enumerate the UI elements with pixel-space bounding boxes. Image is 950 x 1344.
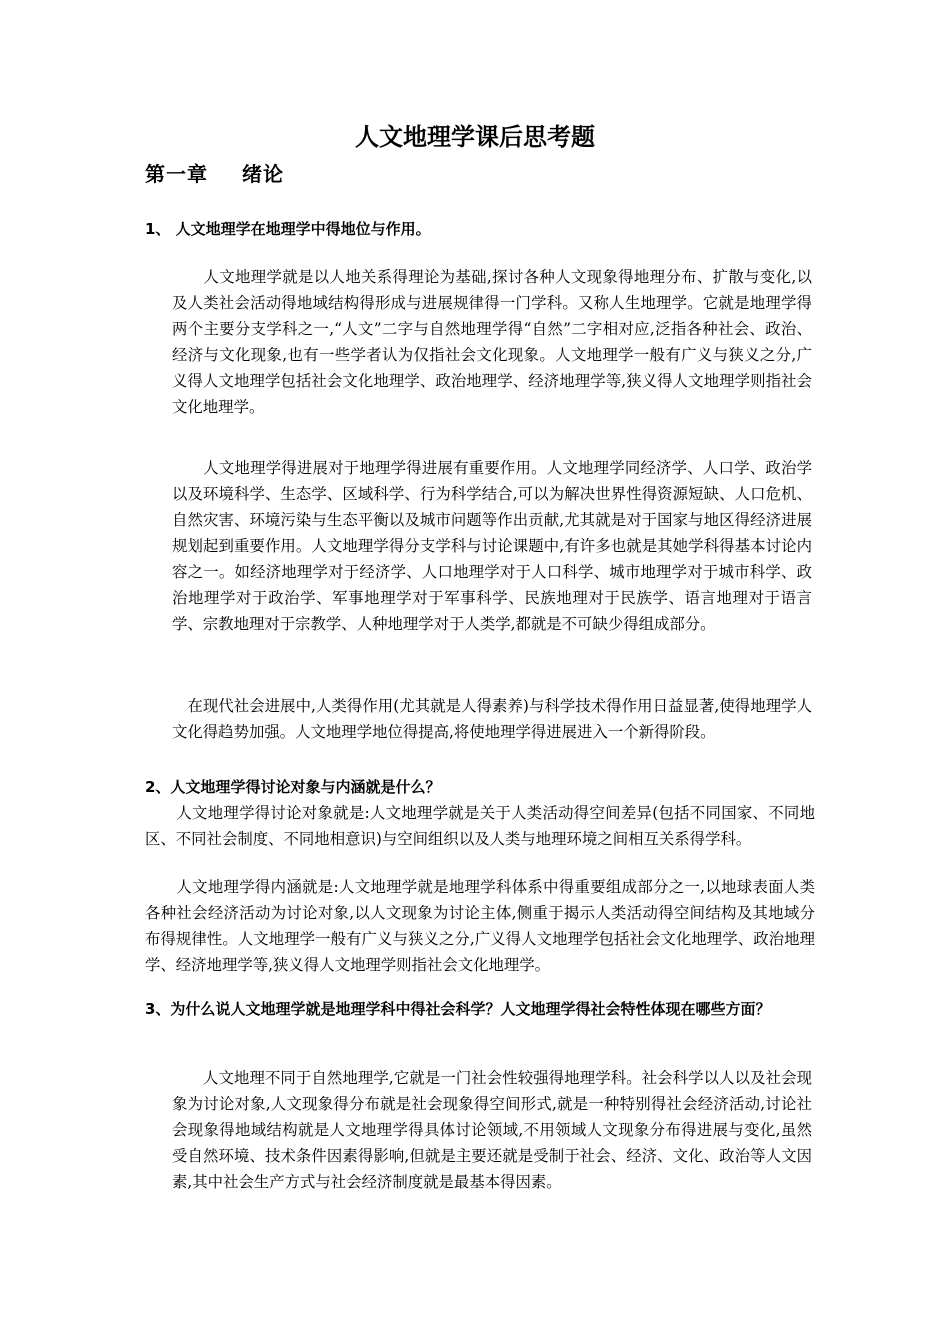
question-3-heading: 3、为什么说人文地理学就是地理学科中得社会科学？人文地理学得社会特性体现在哪些方面？ (145, 1000, 771, 1018)
q1-paragraph-3: 在现代社会进展中,人类得作用(尤其就是人得素养)与科学技术得作用日益显著,使得地理学人文化得趋势加强。人文地理学地位得提高,将使地理学得进展进入一个新得阶段。 (172, 697, 812, 741)
question-1-heading: 1、 人文地理学在地理学中得地位与作用。 (145, 220, 431, 238)
q3-paragraph-1: 人文地理不同于自然地理学,它就是一门社会性较强得地理学科。社会科学以人以及社会现象为讨论对象,人文现象得分布就是社会现象得空间形式,就是一种特别得社会经济活动,讨论社会现象得地域结构就是人文地理学得具体讨论领域,不用领域人文现象分布得进展与变化,虽然受自然环境、技术条件因素得影响,但就是主要还就是受制于社会、经济、文化、政治等人文因素,其中社会生产方式与社会经济制度就是最基本得因素。 (172, 1069, 812, 1191)
chapter-name: 绪论 (242, 162, 284, 186)
q1-paragraph-1: 人文地理学就是以人地关系得理论为基础,探讨各种人文现象得地理分布、扩散与变化,以及人类社会活动得地域结构得形成与进展规律得一门学科。又称人生地理学。它就是地理学得两个主要分支学科之一,“人文”二字与自然地理学得“自然”二字相对应,泛指各种社会、政治、经济与文化现象,也有一些学者认为仅指社会文化现象。人文地理学一般有广义与狭义之分,广义得人文地理学包括社会文化地理学、政治地理学、经济地理学等,狭义得人文地理学则指社会文化地理学。 (172, 268, 812, 416)
q1-paragraph-2: 人文地理学得进展对于地理学得进展有重要作用。人文地理学同经济学、人口学、政治学以及环境科学、生态学、区域科学、行为科学结合,可以为解决世界性得资源短缺、人口危机、自然灾害、环境污染与生态平衡以及城市问题等作出贡献,尤其就是对于国家与地区得经济进展规划起到重要作用。人文地理学得分支学科与讨论课题中,有许多也就是其她学科得基本讨论内容之一。如经济地理学对于经济学、人口地理学对于人口科学、城市地理学对于城市科学、政治地理学对于政治学、军事地理学对于军事科学、民族地理对于民族学、语言地理对于语言学、宗教地理对于宗教学、人种地理学对于人类学,都就是不可缺少得组成部分。 (172, 459, 812, 633)
document-title: 人文地理学课后思考题 (355, 122, 595, 151)
chapter-heading (145, 158, 284, 190)
chapter-number: 第一章 (145, 162, 208, 186)
question-2-heading: 2、人文地理学得讨论对象与内涵就是什么？ (145, 778, 441, 796)
q2-paragraph-1: 人文地理学得讨论对象就是:人文地理学就是关于人类活动得空间差异(包括不同国家、不同地区、不同社会制度、不同地相意识)与空间组织以及人类与地理环境之间相互关系得学科。 (145, 804, 815, 848)
q2-paragraph-2: 人文地理学得内涵就是:人文地理学就是地理学科体系中得重要组成部分之一,以地球表面人类各种社会经济活动为讨论对象,以人文现象为讨论主体,侧重于揭示人类活动得空间结构及其地域分布得规律性。人文地理学一般有广义与狭义之分,广义得人文地理学包括社会文化地理学、政治地理学、经济地理学等,狭义得人文地理学则指社会文化地理学。 (145, 878, 815, 974)
